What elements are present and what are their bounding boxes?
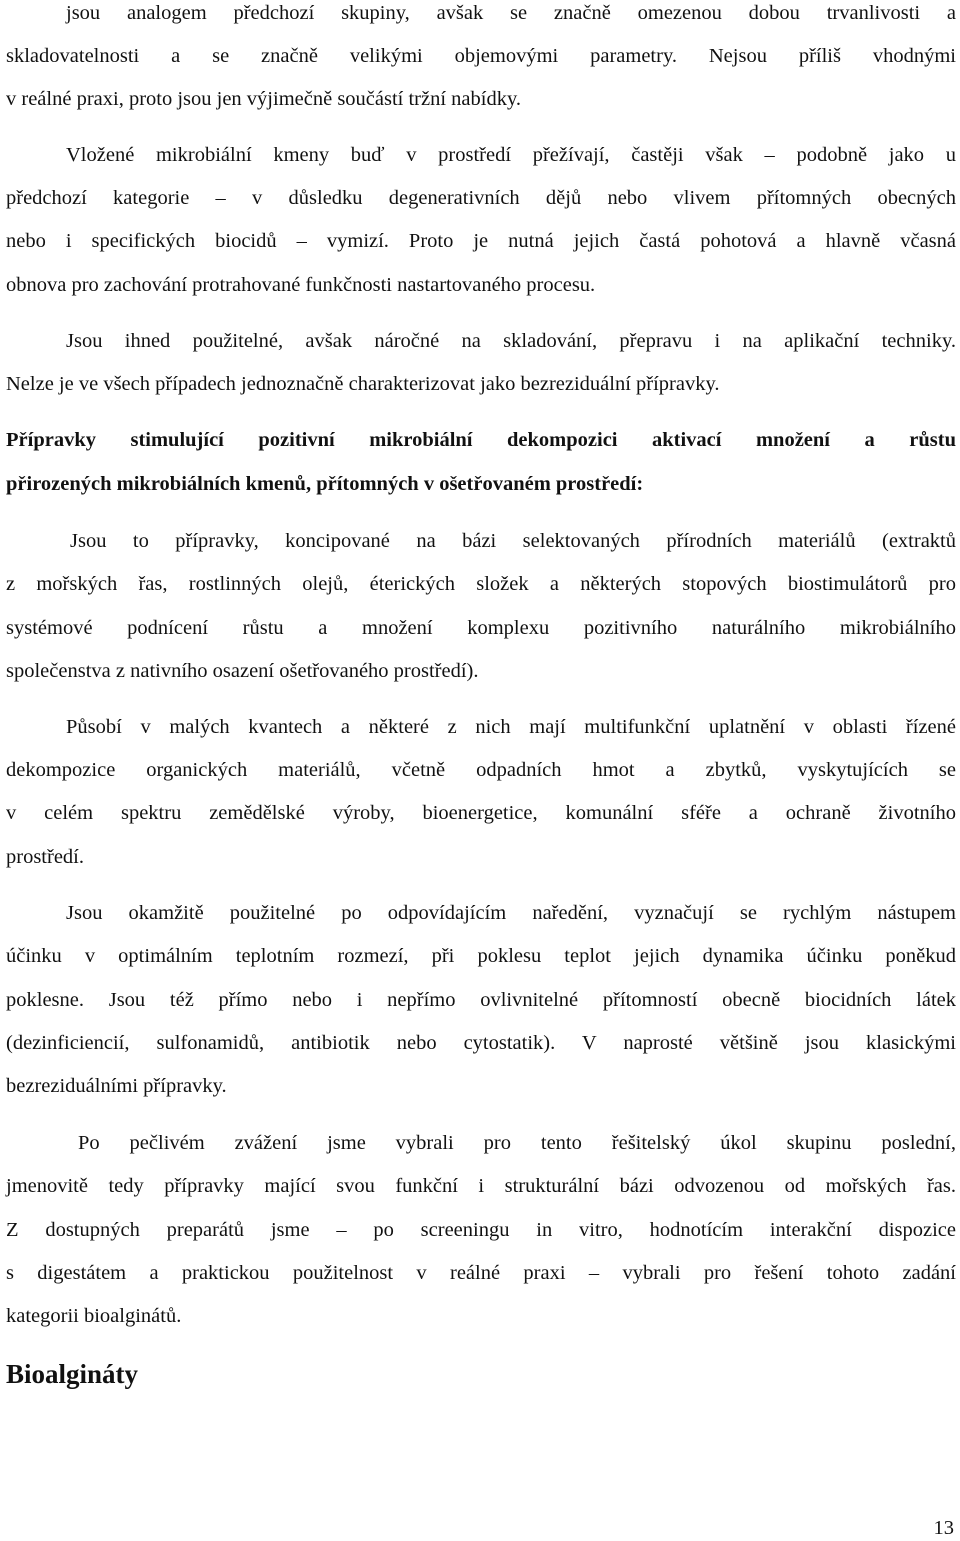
- paragraph-line: Jsou okamžitě použitelné po odpovídajícím naředění, vyznačují se rychlým nástupem: [66, 902, 956, 924]
- paragraph-line: Jsou ihned použitelné, avšak náročné na skladování, přepravu i na aplikační techniky.: [66, 330, 956, 352]
- paragraph-line: (dezinficiencií, sulfonamidů, antibiotik nebo cytostatik). V naprosté většině jsou klasickými: [6, 1032, 956, 1054]
- paragraph-line: obnova pro zachování protrahované funkčnosti nastartovaného procesu.: [6, 274, 596, 296]
- paragraph-line: společenstva z nativního osazení ošetřovaného prostředí).: [6, 660, 479, 682]
- paragraph-line: účinku v optimálním teplotním rozmezí, při poklesu teplot jejich dynamika účinku poněkud: [6, 945, 956, 967]
- paragraph-line: prostředí.: [6, 846, 84, 868]
- paragraph-line: Po pečlivém zvážení jsme vybrali pro tento řešitelský úkol skupinu poslední,: [78, 1132, 956, 1154]
- paragraph-line: s digestátem a praktickou použitelnost v reálné praxi – vybrali pro řešení tohoto zadání: [6, 1262, 956, 1284]
- bold-heading-line: Přípravky stimulující pozitivní mikrobiální dekompozici aktivací množení a růstu: [6, 429, 956, 451]
- paragraph-line: Z dostupných preparátů jsme – po screeningu in vitro, hodnotícím interakční dispozice: [6, 1219, 956, 1241]
- paragraph-line: jsou analogem předchozí skupiny, avšak se značně omezenou dobou trvanlivosti a: [66, 2, 956, 24]
- paragraph-line: jmenovitě tedy přípravky mající svou funkční i strukturální bázi odvozenou od mořských řas.: [6, 1175, 956, 1197]
- page-number: 13: [933, 1517, 954, 1539]
- paragraph-line: Nelze je ve všech případech jednoznačně charakterizovat jako bezreziduální přípravky.: [6, 373, 720, 395]
- paragraph-line: poklesne. Jsou též přímo nebo i nepřímo ovlivnitelné přítomností obecně biocidních látek: [6, 989, 956, 1011]
- paragraph-line: v reálné praxi, proto jsou jen výjimečně součástí tržní nabídky.: [6, 88, 522, 110]
- paragraph-line: dekompozice organických materiálů, včetně odpadních hmot a zbytků, vyskytujících se: [6, 759, 956, 781]
- paragraph-line: Působí v malých kvantech a některé z nich mají multifunkční uplatnění v oblasti řízené: [66, 716, 956, 738]
- paragraph-line: z mořských řas, rostlinných olejů, éterických složek a některých stopových biostimulátorů pro: [6, 573, 956, 595]
- paragraph-line: skladovatelnosti a se značně velikými objemovými parametry. Nejsou příliš vhodnými: [6, 45, 956, 67]
- paragraph-line: Vložené mikrobiální kmeny buď v prostředí přežívají, častěji však – podobně jako u: [66, 144, 956, 166]
- paragraph-line: kategorii bioalginátů.: [6, 1305, 182, 1327]
- section-heading: Bioalgináty: [6, 1359, 139, 1389]
- paragraph-line: Jsou to přípravky, koncipované na bázi selektovaných přírodních materiálů (extraktů: [70, 530, 956, 552]
- paragraph-line: v celém spektru zemědělské výroby, bioenergetice, komunální sféře a ochraně životního: [6, 802, 956, 824]
- paragraph-line: nebo i specifických biocidů – vymizí. Proto je nutná jejich častá pohotová a hlavně včasná: [6, 230, 956, 252]
- paragraph-line: předchozí kategorie – v důsledku degenerativních dějů nebo vlivem přítomných obecných: [6, 187, 956, 209]
- bold-heading-line: přirozených mikrobiálních kmenů, přítomných v ošetřovaném prostředí:: [6, 473, 644, 495]
- paragraph-line: bezreziduálními přípravky.: [6, 1075, 227, 1097]
- paragraph-line: systémové podnícení růstu a množení komplexu pozitivního naturálního mikrobiálního: [6, 617, 956, 639]
